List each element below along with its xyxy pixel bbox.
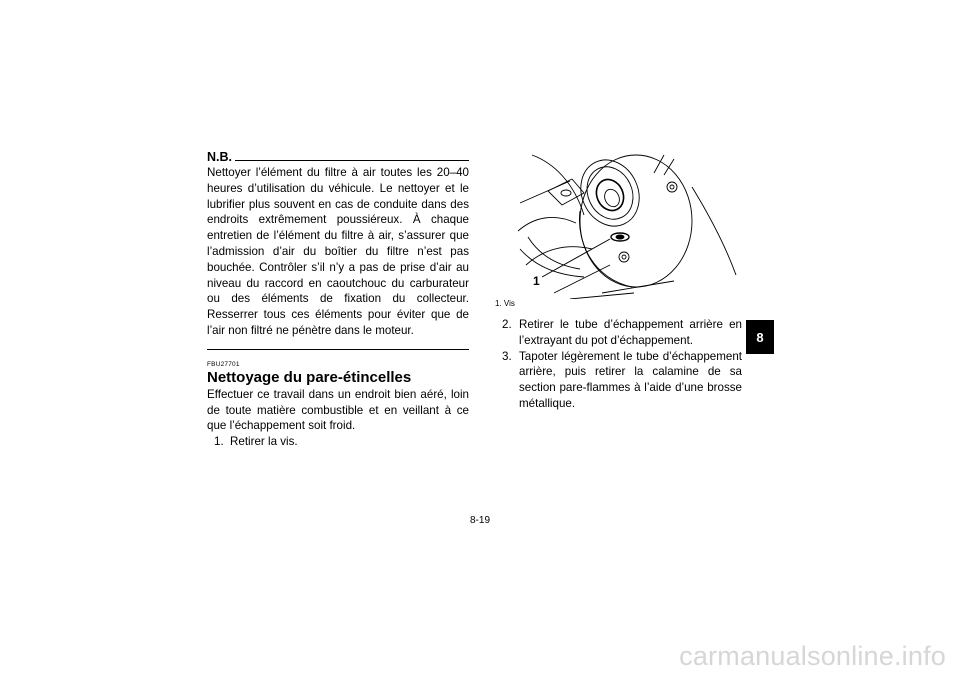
step-3 <box>502 349 742 412</box>
section-title: Nettoyage du pare-étincelles <box>207 368 412 386</box>
section-code: FBU27701 <box>207 360 240 368</box>
figure-caption: 1. Vis <box>495 299 515 308</box>
note-rule <box>235 160 469 161</box>
step-text: Retirer le tube d’échappement arrière en l’extrayant du pot d’échappement. <box>519 318 742 347</box>
spark-arrester-illustration <box>514 153 746 299</box>
step-number: 2. <box>502 318 512 331</box>
left-column <box>207 146 469 450</box>
watermark: carmanualsonline.info <box>679 641 946 671</box>
step-number: 3. <box>502 349 512 363</box>
page-number: 8-19 <box>469 515 490 526</box>
step-text: Retirer la vis. <box>230 435 298 449</box>
note-header <box>207 146 469 164</box>
right-steps <box>502 317 742 412</box>
step-1 <box>207 434 469 450</box>
note-text: Nettoyer l’élément du filtre à air toutes les 20–40 heures d’utilisation du véhicule. Le nettoyer et le lubrifier plus souvent en cas de conduite dans des endroits extrêmement poussiéreux. À chaque entretien de l’élément du filtre à air, s’assurer que l’admission d’air du boîtier du filtre n’est pas bouchée. Contrôler s’il n’y a pas de prise d’air au niveau du raccord en caoutchouc du carburateur ou des éléments de fixation du collecteur. Resserrer tous ces éléments pour éviter que de l’air non filtré ne pénètre dans le moteur. <box>207 166 469 337</box>
note-label: N.B. <box>207 150 232 164</box>
section-intro: Effectuer ce travail dans un endroit bien aéré, loin de toute matière combustible et en veillant à ce que l’échappement soit froid. <box>207 387 469 433</box>
figure-callout: 1 <box>533 274 540 288</box>
note-end-rule <box>207 349 469 350</box>
step-2 <box>502 317 742 349</box>
chapter-tab: 8 <box>746 320 774 354</box>
step-text: Tapoter légèrement le tube d’échappement arrière, puis retirer la calamine de sa section pare-flammes à l’aide d’une brosse métallique. <box>519 349 742 410</box>
step-number: 1. <box>214 435 224 449</box>
